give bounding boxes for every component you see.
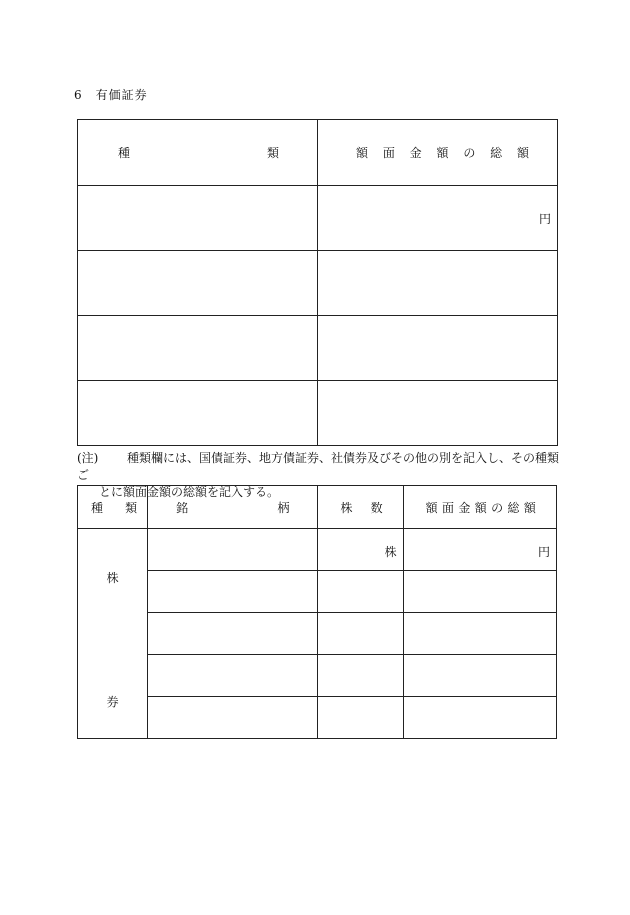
amount-cell[interactable]: [318, 316, 558, 381]
shares-unit: 株: [384, 545, 397, 559]
table-row: [78, 613, 557, 655]
shares-cell[interactable]: [318, 571, 403, 613]
table-row: [78, 571, 557, 613]
header-brand: 銘 柄: [148, 486, 318, 529]
header-kind: 種 類: [78, 486, 148, 529]
amount-cell[interactable]: [318, 381, 558, 446]
amount-cell[interactable]: [403, 571, 556, 613]
brand-cell[interactable]: [148, 529, 318, 571]
type-cell[interactable]: [78, 316, 318, 381]
table-row: [78, 529, 557, 571]
footnote-line-2: とに額面金額の総額を記入する。: [99, 485, 280, 499]
type-cell[interactable]: [78, 251, 318, 316]
brand-cell[interactable]: [148, 571, 318, 613]
brand-cell[interactable]: [148, 613, 318, 655]
table-row: [78, 316, 558, 381]
yen-unit: 円: [537, 545, 550, 559]
kind-label-top: 株: [106, 571, 119, 585]
amount-cell[interactable]: [403, 529, 556, 571]
amount-cell[interactable]: [403, 697, 556, 739]
table-row: [78, 186, 558, 251]
shares-cell[interactable]: [318, 529, 403, 571]
type-cell[interactable]: [78, 186, 318, 251]
kind-label-bottom: 券: [106, 695, 119, 709]
table-header-row: [78, 486, 557, 529]
type-cell[interactable]: [78, 381, 318, 446]
amount-cell[interactable]: [403, 613, 556, 655]
securities-type-table: [77, 119, 558, 446]
header-total-face-value: 額 面 金 額 の 総 額: [318, 120, 558, 186]
section-heading: 6 有価証券: [74, 88, 148, 102]
amount-cell[interactable]: [318, 251, 558, 316]
table-row: [78, 655, 557, 697]
shares-cell[interactable]: [318, 613, 403, 655]
table-header-row: [78, 120, 558, 186]
header-total-face-value: 額 面 金 額 の 総 額: [403, 486, 556, 529]
brand-cell[interactable]: [148, 655, 318, 697]
yen-unit: 円: [538, 212, 551, 226]
amount-cell[interactable]: [318, 186, 558, 251]
shares-cell[interactable]: [318, 697, 403, 739]
header-type: 種 類: [78, 120, 318, 186]
kind-stock-cell: [78, 529, 148, 739]
brand-cell[interactable]: [148, 697, 318, 739]
footnote-line-1: (注) 種類欄には、国債証券、地方債証券、社債券及びその他の別を記入し、その種類ご: [77, 451, 560, 482]
table-row: [78, 251, 558, 316]
table-row: [78, 381, 558, 446]
shares-cell[interactable]: [318, 655, 403, 697]
stocks-table: [77, 485, 557, 739]
table-row: [78, 697, 557, 739]
amount-cell[interactable]: [403, 655, 556, 697]
footnote-mark: (注): [77, 451, 99, 465]
header-shares: 株 数: [318, 486, 403, 529]
